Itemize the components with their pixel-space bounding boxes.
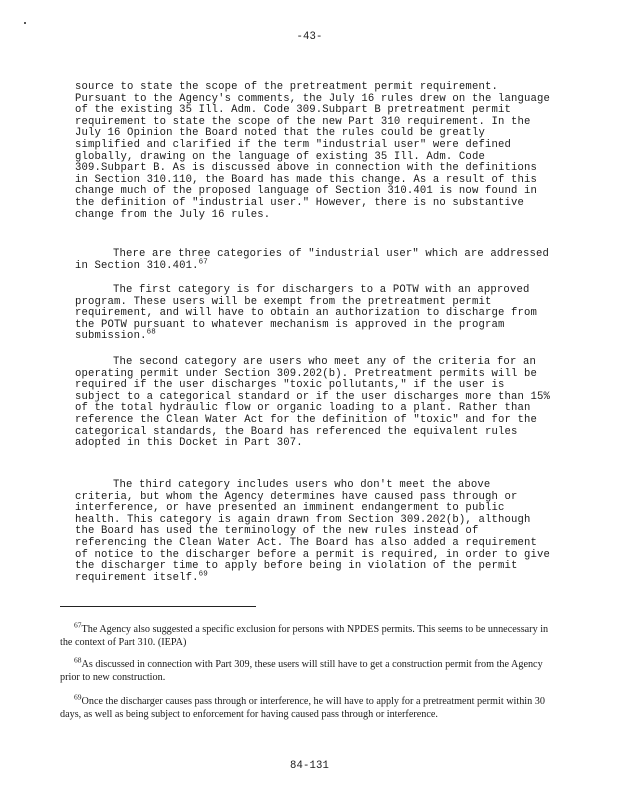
footnote-ref-67[interactable]: 67 — [198, 258, 208, 267]
footnote-ref-68[interactable]: 68 — [146, 328, 156, 337]
footnote-text: As discussed in connection with Part 309, these users will still have to get a construction permit from the Agency prior to new construction. — [60, 659, 543, 683]
footnote-divider — [60, 606, 256, 607]
footnote-68 — [60, 655, 554, 684]
page-number: -43- — [296, 31, 323, 43]
footnote-67 — [60, 620, 554, 649]
paragraph-3-text: The first category is for dischargers to a POTW with an approved program. These users will be exempt from the pretreatment permit requirement, and will have to obtain an authorization to discharge from the POTW pursuant to whatever mechanism is approved in the program submission. — [75, 284, 538, 343]
footnote-marker: 67 — [74, 620, 82, 630]
paragraph-1-text: source to state the scope of the pretreatment permit requirement. Pursuant to the Agency's comments, the July 16 rules drew on the language of the existing 35 Ill. Adm. Code 309.Subpart B pretreatment permit requirement to state the scope of the new Part 310 requirement. In the July 16 Opinion the Board noted that the rules could be greatly simplified and clarified if the term "industrial user" were defined globally, drawing on the language of existing 35 Ill. Adm. Code 309.Subpart B. As is discussed above in connection with the definitions in Section 310.110, the Board has made this change. As a result of this change much of the proposed language of Section 310.401 is now found in the definition of "industrial user." However, there is no substantive change from the July 16 rules. — [75, 81, 551, 221]
paragraph-4-text: The second category are users who meet any of the criteria for an operating permit under Section 309.202(b). Pretreatment permits will be required if the user discharges "toxic pollutants," if the user is subject to a categorical standard or if the user discharges more than 15% of the total hydraulic flow or organic loading to a plant. Rather than reference the Clean Water Act for the definition of "toxic" and for the categorical standards, the Board has referenced the equivalent rules adopted in this Docket in Part 307. — [75, 356, 551, 450]
footnote-text: The Agency also suggested a specific exclusion for persons with NPDES permits. This seems to be unnecessary in the context of Part 310. (IEPA) — [60, 624, 549, 648]
paragraph-5-text: The third category includes users who don't meet the above criteria, but whom the Agency determines have caused pass through or interference, or have presented an imminent endangerment to public health. This category is again drawn from Section 309.202(b), although the Board has used the terminology of the new rules instead of referencing the Clean Water Act. The Board has also added a requirement of notice to the discharger before a permit is required, in order to give the discharger time to apply before being in violation of the permit requirement itself. — [75, 479, 551, 584]
footnote-ref-69[interactable]: 69 — [198, 570, 208, 579]
paragraph-1 — [75, 82, 553, 221]
paragraph-5 — [75, 480, 553, 584]
scan-speck — [24, 22, 26, 24]
paragraph-4 — [75, 357, 553, 450]
paragraph-2 — [75, 249, 553, 272]
paragraph-2-text: There are three categories of "industrial user" which are addressed in Section 310.401. — [75, 248, 549, 272]
footnote-text: Once the discharger causes pass through or interference, he will have to apply for a pretreatment permit within 30 days, as well as being subject to enforcement for having caused pass through or interference. — [60, 696, 545, 720]
footer-document-id: 84-131 — [289, 760, 330, 772]
footnote-marker: 68 — [74, 655, 82, 665]
paragraph-3 — [75, 285, 553, 343]
footnote-69 — [60, 692, 554, 721]
footnote-marker: 69 — [74, 692, 82, 702]
